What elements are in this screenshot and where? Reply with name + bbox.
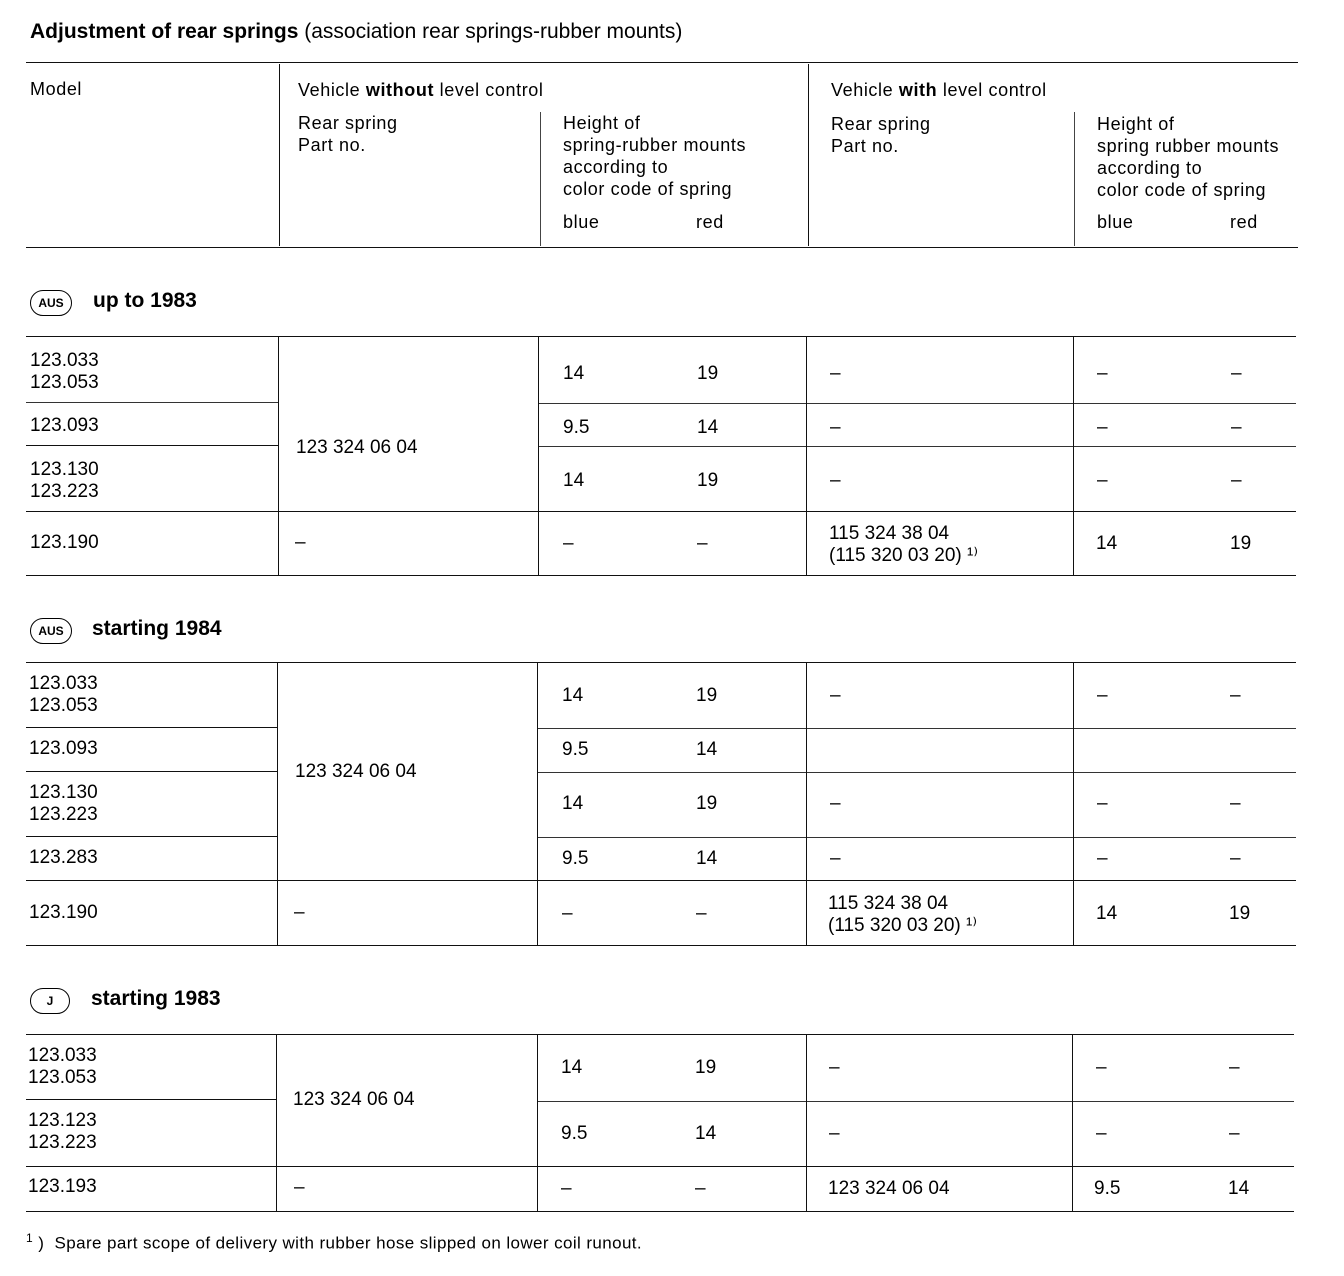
lc-part-cell: – [830, 363, 841, 384]
part-number-cell: 123 324 06 04 [293, 1089, 415, 1110]
header-with-level-control: Vehicle with level control [831, 80, 1047, 100]
lc-part-cell: – [829, 1123, 840, 1144]
blue-cell: 14 [561, 1057, 583, 1078]
section-title: starting 1984 [92, 617, 222, 640]
row-rule [26, 1166, 1294, 1167]
red-cell: 19 [697, 363, 719, 384]
model-cell: 123.190 [30, 532, 99, 553]
blue-cell: – [562, 903, 573, 924]
part-number-cell: – [295, 532, 306, 553]
column-divider [1073, 337, 1074, 575]
j-badge: J [30, 988, 70, 1014]
column-divider [806, 1035, 807, 1211]
red-cell: 19 [696, 793, 718, 814]
part-number-cell: 123 324 06 04 [296, 437, 418, 458]
model-cell: 123.123 123.223 [28, 1110, 97, 1153]
blue-cell: 14 [562, 685, 584, 706]
aus-badge: AUS [30, 290, 72, 316]
lc-red-cell: 14 [1228, 1178, 1250, 1199]
model-cell: 123.033 123.053 [28, 1045, 97, 1088]
header-bottom-rule [26, 247, 1298, 248]
row-rule [538, 1101, 1294, 1102]
column-divider [1072, 1035, 1073, 1211]
red-cell: 19 [695, 1057, 717, 1078]
row-rule [538, 772, 1296, 773]
blue-cell: 9.5 [562, 848, 589, 869]
lc-red-cell: – [1231, 417, 1242, 438]
lc-blue-cell: – [1097, 685, 1108, 706]
column-divider [276, 1035, 277, 1211]
lc-part-cell: 123 324 06 04 [828, 1178, 950, 1199]
model-cell: 123.130 123.223 [29, 782, 98, 825]
row-rule [538, 728, 1296, 729]
model-cell: 123.193 [28, 1176, 97, 1197]
lc-part-cell: – [830, 848, 841, 869]
section-title: starting 1983 [91, 987, 221, 1010]
lc-red-cell: 19 [1230, 533, 1252, 554]
row-rule [26, 445, 278, 446]
red-cell: 14 [695, 1123, 717, 1144]
lc-part-cell: – [829, 1057, 840, 1078]
red-cell: – [697, 533, 708, 554]
column-divider [277, 663, 278, 945]
lc-red-cell: – [1230, 793, 1241, 814]
row-rule [26, 727, 278, 728]
column-divider [806, 663, 807, 945]
header-rear-spring-2: Rear spring [831, 114, 931, 134]
section-title: up to 1983 [93, 289, 197, 312]
row-rule [26, 836, 278, 837]
column-divider [537, 663, 538, 945]
row-rule [26, 511, 1296, 512]
red-cell: 19 [697, 470, 719, 491]
title-bold: Adjustment of rear springs [30, 20, 299, 43]
section-bottom-rule [26, 1211, 1294, 1212]
lc-blue-cell: – [1097, 470, 1108, 491]
header-height-2: Height of spring rubber mounts according to color code of spring [1097, 114, 1280, 200]
blue-cell: 9.5 [562, 739, 589, 760]
lc-part-cell: – [830, 685, 841, 706]
lc-part-cell: – [830, 470, 841, 491]
lc-part-cell: 115 324 38 04 (115 320 03 20) ¹⁾ [829, 523, 979, 566]
lc-blue-cell: – [1097, 417, 1108, 438]
row-rule [26, 402, 278, 403]
footnote-text: ) Spare part scope of delivery with rubber hose slipped on lower coil runout. [33, 1233, 643, 1253]
blue-cell: 9.5 [563, 417, 590, 438]
red-cell: 14 [696, 739, 718, 760]
part-number-cell: 123 324 06 04 [295, 761, 417, 782]
footnote-mark: 1 [26, 1231, 34, 1245]
title-rest: (association rear springs-rubber mounts) [298, 20, 683, 43]
header-rear-spring-1: Rear spring [298, 113, 398, 133]
header-divider-4 [1074, 112, 1075, 246]
header-part-no-2: Part no. [831, 136, 899, 156]
header-red-2: red [1230, 212, 1258, 232]
column-divider [537, 1035, 538, 1211]
aus-badge: AUS [30, 618, 72, 644]
section-bottom-rule [26, 945, 1296, 946]
column-divider [806, 337, 807, 575]
section-top-rule [26, 336, 1296, 337]
part-number-cell: – [294, 1177, 305, 1198]
lc-part-cell: – [830, 793, 841, 814]
header-divider-1 [279, 64, 280, 246]
column-divider [1073, 663, 1074, 945]
blue-cell: 14 [563, 470, 585, 491]
model-cell: 123.283 [29, 847, 98, 868]
red-cell: 14 [697, 417, 719, 438]
lc-blue-cell: – [1097, 793, 1108, 814]
lc-blue-cell: 9.5 [1094, 1178, 1121, 1199]
red-cell: – [696, 903, 707, 924]
lc-blue-cell: 14 [1096, 533, 1118, 554]
lc-red-cell: – [1230, 685, 1241, 706]
row-rule [26, 1099, 276, 1100]
lc-part-cell: 115 324 38 04 (115 320 03 20) ¹⁾ [828, 893, 978, 936]
page-title [30, 20, 682, 44]
header-without-level-control: Vehicle without level control [298, 80, 544, 100]
lc-blue-cell: – [1096, 1057, 1107, 1078]
model-cell: 123.190 [29, 902, 98, 923]
header-blue-1: blue [563, 212, 600, 232]
lc-red-cell: – [1231, 470, 1242, 491]
header-divider-2 [808, 64, 809, 246]
lc-red-cell: – [1229, 1123, 1240, 1144]
header-model: Model [30, 79, 83, 99]
part-number-cell: – [294, 902, 305, 923]
section-top-rule [26, 1034, 1294, 1035]
blue-cell: 14 [562, 793, 584, 814]
model-cell: 123.130 123.223 [30, 459, 99, 502]
lc-blue-cell: – [1096, 1123, 1107, 1144]
blue-cell: – [561, 1178, 572, 1199]
header-divider-3 [540, 112, 541, 246]
header-blue-2: blue [1097, 212, 1134, 232]
row-rule [26, 771, 278, 772]
header-height-1: Height of spring-rubber mounts according to color code of spring [563, 113, 747, 199]
blue-cell: 14 [563, 363, 585, 384]
lc-blue-cell: 14 [1096, 903, 1118, 924]
lc-blue-cell: – [1097, 848, 1108, 869]
red-cell: 14 [696, 848, 718, 869]
section-bottom-rule [26, 575, 1296, 576]
column-divider [278, 337, 279, 575]
blue-cell: – [563, 533, 574, 554]
lc-red-cell: – [1229, 1057, 1240, 1078]
row-rule [539, 403, 1296, 404]
header-top-rule [26, 62, 1298, 63]
row-rule [539, 446, 1296, 447]
lc-part-cell: – [830, 417, 841, 438]
lc-red-cell: 19 [1229, 903, 1251, 924]
lc-red-cell: – [1230, 848, 1241, 869]
model-cell: 123.093 [30, 415, 99, 436]
red-cell: – [695, 1178, 706, 1199]
header-red-1: red [696, 212, 724, 232]
section-top-rule [26, 662, 1296, 663]
header-part-no-1: Part no. [298, 135, 366, 155]
row-rule [26, 880, 1296, 881]
model-cell: 123.033 123.053 [29, 673, 98, 716]
lc-blue-cell: – [1097, 363, 1108, 384]
model-cell: 123.093 [29, 738, 98, 759]
model-cell: 123.033 123.053 [30, 350, 99, 393]
row-rule [538, 837, 1296, 838]
blue-cell: 9.5 [561, 1123, 588, 1144]
footnote [26, 1231, 642, 1254]
red-cell: 19 [696, 685, 718, 706]
lc-red-cell: – [1231, 363, 1242, 384]
column-divider [538, 337, 539, 575]
